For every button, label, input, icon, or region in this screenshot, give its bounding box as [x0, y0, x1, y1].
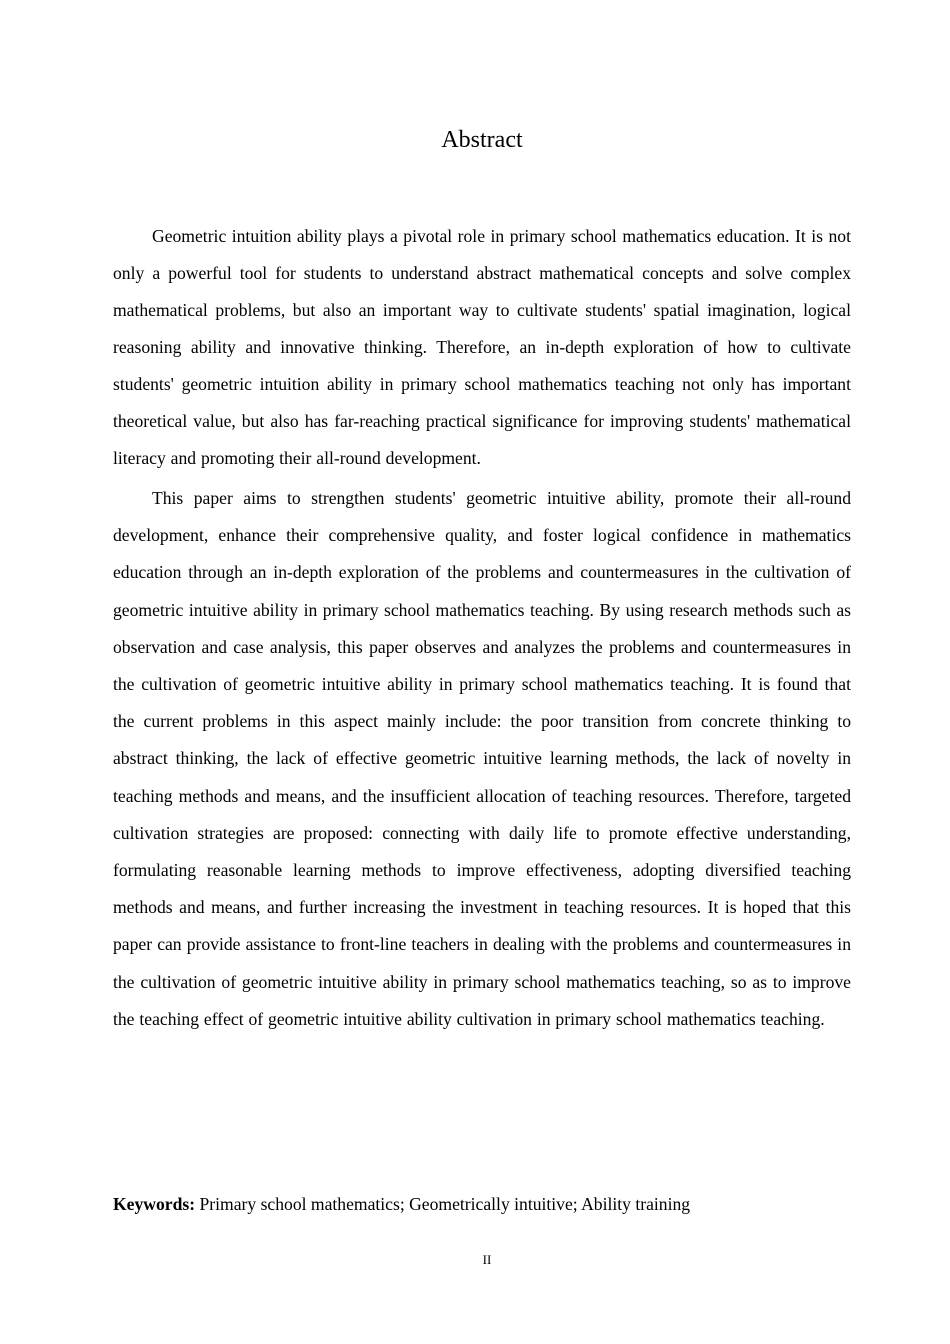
abstract-paragraph-1: Geometric intuition ability plays a pivotal role in primary school mathematics education. It is not only a powerful tool for students to understand abstract mathematical concepts and solve complex mathematical problems, but also an important way to cultivate students' spatial imagination, logical reasoning ability and innovative thinking. Therefore, an in-depth exploration of how to cultivate students' geometric intuition ability in primary school mathematics teaching not only has important theoretical value, but also has far-reaching practical significance for improving students' mathematical literacy and promoting their all-round development. [113, 226, 851, 468]
keywords-line [113, 1186, 851, 1222]
keywords-label: Keywords: [113, 1194, 196, 1214]
abstract-title: Abstract [441, 127, 523, 153]
keywords-text: Primary school mathematics; Geometrically intuitive; Ability training [195, 1194, 691, 1214]
abstract-paragraph-2: This paper aims to strengthen students' geometric intuitive ability, promote their all-round development, enhance their comprehensive quality, and foster logical confidence in mathematics education through an in-depth exploration of the problems and countermeasures in the cultivation of geometric intuitive ability in primary school mathematics teaching. By using research methods such as observation and case analysis, this paper observes and analyzes the problems and countermeasures in the cultivation of geometric intuitive ability in primary school mathematics teaching. It is found that the current problems in this aspect mainly include: the poor transition from concrete thinking to abstract thinking, the lack of effective geometric intuitive learning methods, the lack of novelty in teaching methods and means, and the insufficient allocation of teaching resources. Therefore, targeted cultivation strategies are proposed: connecting with daily life to promote effective understanding, formulating reasonable learning methods to improve effectiveness, adopting diversified teaching methods and means, and further increasing the investment in teaching resources. It is hoped that this paper can provide assistance to front-line teachers in dealing with the problems and countermeasures in the cultivation of geometric intuitive ability in primary school mathematics teaching, so as to improve the teaching effect of geometric intuitive ability cultivation in primary school mathematics teaching. [113, 488, 851, 1029]
abstract-body [113, 218, 851, 1041]
page-number: II [482, 1252, 492, 1267]
